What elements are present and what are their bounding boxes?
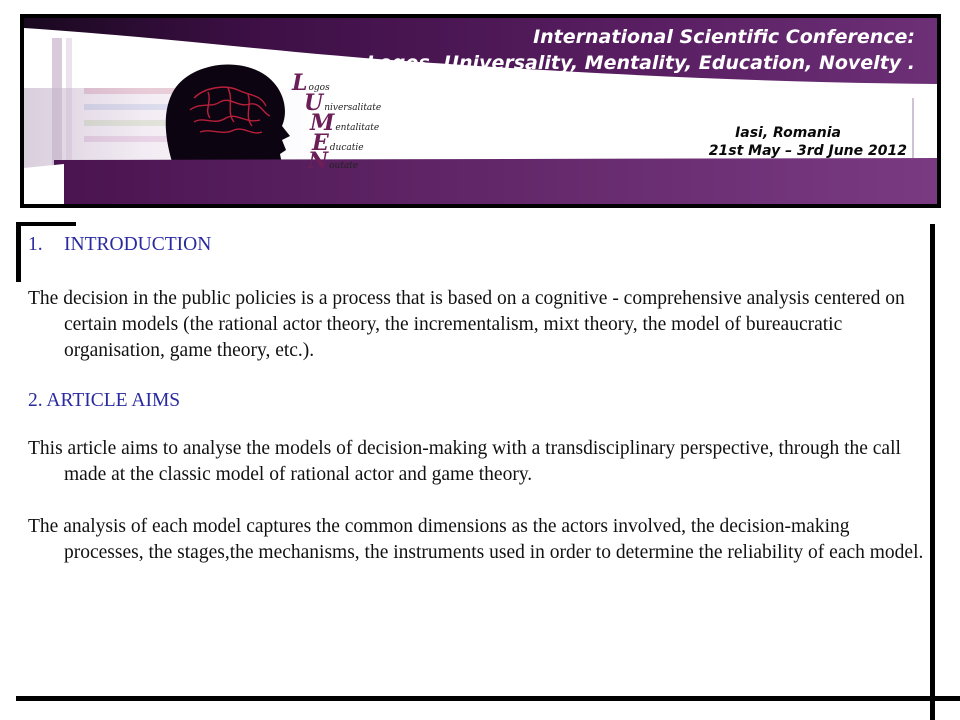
section-heading-introduction: [28, 232, 924, 258]
aims-paragraph-2: The analysis of each model captures the common dimensions as the actors involved, the decision-making processes, the stages,the mechanisms, the instruments used in order to determine the reliability of each model.: [28, 516, 924, 563]
frame-line-left: [16, 222, 21, 282]
conference-title-line1: International Scientific Conference:: [533, 26, 915, 48]
frame-line-top-left: [16, 222, 76, 226]
conference-banner: [20, 14, 941, 208]
conference-dates: 21st May – 3rd June 2012: [708, 143, 907, 159]
acrostic-row: Educatie: [312, 130, 364, 156]
aims-paragraph-1: This article aims to analyse the models of decision-making with a transdisciplinary perspective, through the call made at the classic model of rational actor and game theory.: [28, 438, 901, 485]
acrostic-row: Logos: [292, 70, 330, 96]
conference-title-line2: Logos, Universality, Mentality, Education, Novelty .: [366, 52, 915, 74]
introduction-paragraph: The decision in the public policies is a process that is based on a cognitive - comprehensive analysis centered on certain models (the rational actor theory, the incrementalism, mixt theory, the model of bureaucratic organisation, game theory, etc.).: [28, 288, 905, 361]
conference-title: [367, 24, 915, 76]
acrostic-row: Mentalitate: [310, 110, 380, 136]
slide-body: [28, 232, 924, 566]
conference-location: Iasi, Romania: [735, 125, 841, 141]
acrostic-row: Universalitate: [304, 90, 382, 116]
section-heading-article-aims: 2. ARTICLE AIMS: [28, 390, 181, 411]
acrostic-row: Noutate: [308, 148, 359, 174]
conference-location-dates: [709, 124, 907, 160]
section-title: INTRODUCTION: [64, 234, 212, 255]
frame-line-bottom: [16, 696, 960, 701]
section-number: 1.: [28, 234, 43, 255]
frame-line-right: [930, 224, 935, 720]
